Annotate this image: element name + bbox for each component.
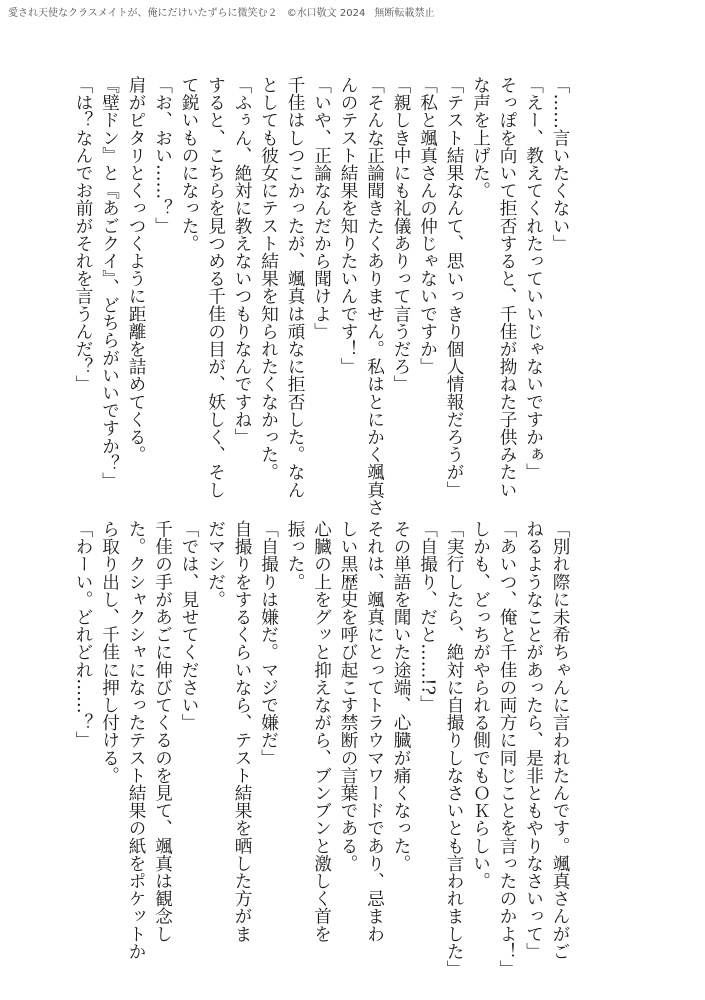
text-line: そっぽを向いて拒否すると、千佳が拗ねた子供みたい (497, 76, 517, 499)
text-line: 「自撮り、だと……!?」 (417, 520, 438, 713)
text-line: 「は？なんでお前がそれを言うんだ？」 (73, 76, 93, 393)
text-line: 「別れ際に未希ちゃんに言われたんです。颯真さんがご (550, 520, 570, 960)
page-header (8, 4, 441, 19)
text-line: て鋭いものになった。 (179, 76, 199, 252)
text-line: 『壁ドン』と『あごクイ』、どちらがいいですか？」 (99, 76, 120, 490)
text-line: ら取り出し、千佳に押し付ける。 (99, 520, 120, 784)
text-line: だマシだ。 (205, 520, 226, 608)
text-line: 「私と颯真さんの仲じゃないですか」 (417, 76, 438, 376)
text-line: 「お、おい……？」 (152, 76, 173, 235)
text-line: 「親しき中にも礼儀ありって言うだろ」 (391, 76, 411, 393)
text-line: 千佳の手があごに伸びてくるのを見て、颯真は観念し (152, 520, 173, 943)
text-line: 「えー、教えてくれたっていいじゃないですかぁ」 (523, 76, 544, 481)
text-line: 「自撮りは嫌だ。マジで嫌だ」 (258, 520, 279, 767)
text-line: んのテスト結果を知りたいんです！」 (338, 76, 358, 376)
text-line: としても彼女にテスト結果を知られたくなかった。 (258, 76, 279, 481)
text-line: 「テスト結果なんて、思いっきり個人情報だろうが」 (444, 76, 464, 499)
text-line: 「ふぅん、絶対に教えないつもりなんですね」 (232, 76, 252, 446)
text-line: 心臓の上をグッと抑えながら、ブンブンと激しく首を (311, 520, 332, 943)
reprint-notice: 無断転載禁止 (374, 8, 435, 19)
text-line: た。クシャクシャになったテスト結果の紙をポケットか (126, 520, 146, 960)
text-line: 「あいつ、俺と千佳の両方に同じことを言ったのかよ！」 (497, 520, 517, 978)
copyright-notice: ©水口敬文 2024 (286, 8, 366, 19)
text-line: その単語を聞いた途端、心臓が痛くなった。 (391, 520, 411, 872)
text-line: 「では、見せてください」 (179, 520, 199, 732)
text-line: 肩がピタリとくっつくように距離を詰めてくる。 (126, 76, 146, 464)
text-line: すると、こちらを見つめる千佳の目が、妖しく、そし (205, 76, 226, 499)
text-line: 千佳はしつこかったが、颯真は頑なに拒否した。なん (285, 76, 305, 499)
text-line: しかも、どっちがやられる側でもＯＫらしい。 (470, 520, 491, 890)
text-line: しい黒歴史を呼び起こす禁断の言葉である。 (338, 520, 358, 872)
text-line: ねるようなことがあったら、是非ともやりなさいって」 (523, 520, 544, 960)
text-line: 「わーい。どれどれ……？」 (73, 520, 93, 749)
book-title: 愛され天使なクラスメイトが、俺にだけいたずらに微笑む２ (8, 8, 278, 19)
upper-text-block (73, 76, 573, 516)
lower-text-block (73, 520, 573, 978)
text-line: 「……言いたくない」 (550, 76, 570, 252)
text-line: 振った。 (285, 520, 305, 591)
text-line: それは、颯真にとってトラウマワードであり、忌まわ (364, 520, 385, 943)
text-line: な声を上げた。 (470, 76, 491, 200)
text-line: 「そんな正論聞きたくありません。私はとにかく颯真さ (364, 76, 385, 516)
text-line: 「いや、正論なんだから聞けよ」 (311, 76, 332, 340)
text-line: 「実行したら、絶対に自撮りしなさいとも言われました」 (444, 520, 464, 978)
text-line: 自撮りをするくらいなら、テスト結果を晒した方がま (232, 520, 252, 943)
